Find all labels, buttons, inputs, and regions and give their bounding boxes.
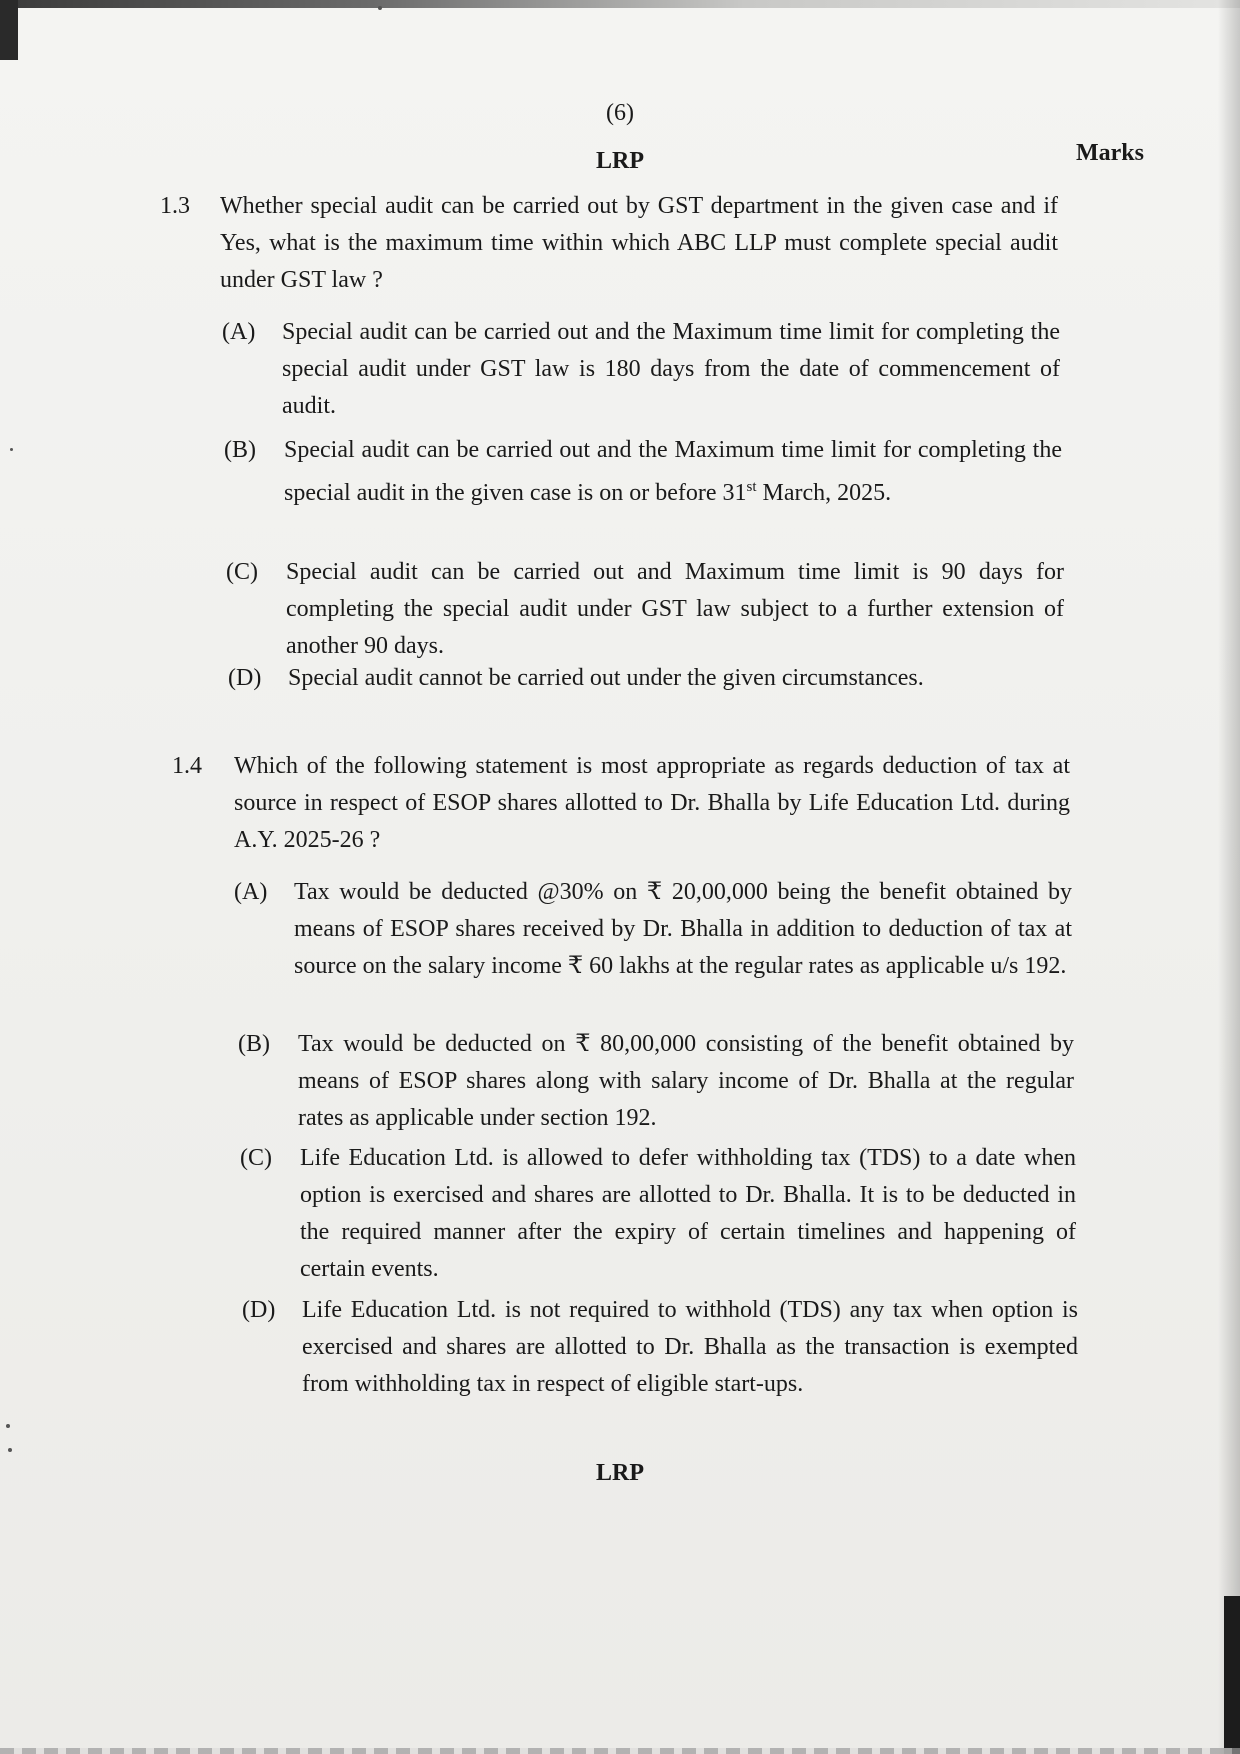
option-text-part: March, 2025. [756, 480, 892, 506]
option-1-4-b [238, 1026, 1076, 1138]
option-1-4-a [234, 874, 1074, 1024]
option-text: Life Education Ltd. is allowed to defer withholding tax (TDS) to a date when option is exercised and shares are allotted to Dr. Bhalla. It is to be deducted in the required manner after the expiry of certain timelines and happening of certain events. [300, 1145, 1076, 1282]
option-label: (A) [234, 879, 268, 905]
option-label: (A) [222, 319, 256, 345]
option-label: (B) [238, 1031, 270, 1057]
option-text: Tax would be deducted on ₹ 80,00,000 consisting of the benefit obtained by means of ESOP shares along with salary income of Dr. Bhalla at the regular rates as applicable under section 192. [298, 1031, 1074, 1131]
option-text-part: Special audit can be carried out and the Maximum time limit for completing the special audit in the given case is on or before 31 [284, 437, 1062, 506]
option-1-3-b [224, 432, 1064, 544]
option-label: (D) [228, 665, 262, 691]
option-1-3-c [226, 554, 1066, 666]
option-text: Tax would be deducted @30% on ₹ 20,00,000 being the benefit obtained by means of ESOP shares received by Dr. Bhalla in addition to deduction of tax at source on the salary income ₹ 60 lakhs at the regular rates as applicable u/s 192. [294, 879, 1072, 979]
scan-top-edge [0, 0, 1240, 8]
scan-right-bar [1224, 1596, 1240, 1754]
question-number: 1.4 [172, 753, 202, 779]
scan-bottom-edge [0, 1748, 1240, 1754]
option-label: (C) [226, 559, 258, 585]
scan-left-edge [0, 0, 18, 60]
option-1-3-a [222, 314, 1062, 426]
scan-speck [6, 1424, 10, 1428]
option-label: (D) [242, 1297, 276, 1323]
option-text: Special audit cannot be carried out under the given circumstances. [288, 665, 924, 691]
scan-right-shadow [1218, 0, 1240, 1754]
option-1-4-d [242, 1292, 1080, 1442]
scan-speck [10, 448, 13, 451]
option-text: Special audit can be carried out and Maximum time limit is 90 days for completing the special audit under GST law subject to a further extension of another 90 days. [286, 559, 1064, 659]
option-1-4-c [240, 1140, 1078, 1290]
marks-label: Marks [1076, 140, 1144, 166]
question-text: Which of the following statement is most appropriate as regards deduction of tax at source in respect of ESOP shares allotted to Dr. Bhalla by Life Education Ltd. during A.Y. 2025-26 ? [234, 753, 1070, 853]
question-1-3 [160, 188, 1060, 308]
option-text: Special audit can be carried out and the Maximum time limit for completing the special audit under GST law is 180 days from the date of commencement of audit. [282, 319, 1060, 419]
option-label: (B) [224, 437, 256, 463]
page-number: (6) [606, 100, 634, 126]
question-text: Whether special audit can be carried out by GST department in the given case and if Yes, what is the maximum time within which ABC LLP must complete special audit under GST law ? [220, 193, 1058, 293]
question-number: 1.3 [160, 193, 190, 219]
option-text: Life Education Ltd. is not required to withhold (TDS) any tax when option is exercised and shares are allotted to Dr. Bhalla as the transaction is exempted from withholding tax in respect of eligible start-ups. [302, 1297, 1078, 1397]
option-1-3-d [228, 660, 1068, 700]
option-label: (C) [240, 1145, 272, 1171]
scan-speck [8, 1448, 12, 1452]
paper-code-header: LRP [596, 148, 644, 174]
option-text [284, 432, 1062, 512]
question-1-4 [172, 748, 1072, 868]
ordinal-superscript: st [746, 479, 757, 495]
scan-speck [378, 6, 382, 10]
paper-code-footer: LRP [596, 1460, 644, 1486]
